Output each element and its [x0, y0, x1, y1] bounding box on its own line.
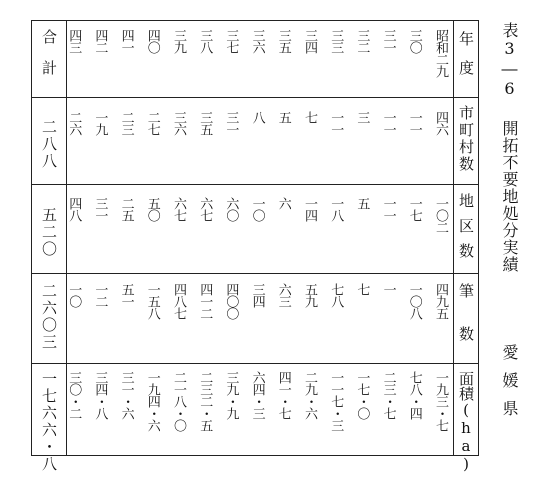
district-cell: 三一	[92, 197, 108, 221]
area-cell: 一九四・六	[144, 371, 160, 431]
parcel-cell: 一五八	[144, 283, 160, 319]
parcel-cell: 四一二	[197, 283, 213, 319]
district-cell: 四八	[66, 197, 82, 221]
city-cell: 四六	[433, 111, 448, 135]
district-cell: 五〇	[144, 197, 160, 221]
district-cell: 六	[275, 197, 291, 209]
city-cell: 七	[302, 111, 317, 123]
parcel-cell: 六三	[275, 283, 291, 307]
district-cell: 二五	[118, 197, 134, 221]
district-cell: 五	[354, 197, 370, 209]
year-cell: 四一	[118, 29, 134, 53]
district-cell: 一四	[302, 197, 317, 221]
year-cell: 三六	[249, 29, 265, 53]
area-cell: 一一七・三	[328, 371, 344, 431]
table-number: 表3―6	[500, 22, 519, 99]
area-cell: 三一・六	[118, 371, 134, 419]
parcel-cell: 五九	[302, 283, 317, 307]
district-cell: 六七	[197, 197, 213, 221]
year-cell: 三七	[223, 29, 239, 53]
city-cell: 三一	[223, 111, 239, 135]
year-cell: 三五	[275, 29, 291, 53]
district-cell: 一八	[328, 197, 344, 221]
area-cell: 二三二・五	[197, 371, 213, 431]
city-cell: 三	[354, 111, 370, 123]
parcel-cell: 四〇〇	[223, 283, 239, 319]
city-cell: 二三	[118, 111, 134, 135]
parcel-cell: 三四	[249, 283, 265, 307]
parcel-cell: 七八	[328, 283, 344, 307]
parcel-cell: 五一	[118, 283, 134, 307]
row-divider	[32, 273, 478, 274]
header-district-count: 地区数	[457, 193, 475, 268]
area-cell: 二一八・〇	[171, 371, 186, 431]
area-cell: 二三・七	[380, 371, 396, 419]
district-cell: 六七	[171, 197, 186, 221]
parcel-cell: 七	[354, 283, 370, 295]
year-cell: 三三	[328, 29, 344, 53]
area-cell: 四一・七	[275, 371, 291, 419]
total-area: 一七六六・八	[40, 371, 58, 473]
row-divider	[32, 363, 478, 364]
city-cell: 二七	[144, 111, 160, 135]
year-cell: 三〇	[406, 29, 422, 53]
table-caption	[494, 22, 528, 462]
disposal-table	[31, 20, 479, 473]
parcel-cell: 一	[380, 283, 396, 295]
total-city: 二八八	[40, 119, 58, 170]
year-cell: 三四	[302, 29, 317, 53]
header-area: 面積(ha)	[457, 371, 475, 473]
parcel-cell: 四九五	[433, 283, 448, 319]
city-cell: 一一	[406, 111, 422, 135]
header-column-divider	[453, 21, 454, 455]
city-cell: 二六	[66, 111, 82, 135]
area-cell: 六四・三	[249, 371, 265, 419]
parcel-cell: 一〇八	[406, 283, 422, 319]
district-cell: 一一	[380, 197, 396, 221]
year-cell: 三八	[197, 29, 213, 53]
year-cell: 昭和二九	[433, 29, 448, 77]
year-cell: 四二	[92, 29, 108, 53]
header-total: 合計	[40, 29, 58, 91]
parcel-cell: 一〇	[66, 283, 82, 307]
city-cell: 五	[275, 111, 291, 123]
area-cell: 三九・九	[223, 371, 239, 419]
area-cell: 一九三・七	[433, 371, 448, 431]
parcel-cell: 一二	[92, 283, 108, 307]
header-city-count: 市町村数	[457, 105, 475, 173]
area-cell: 三〇・二	[66, 371, 82, 419]
header-parcel-count: 筆数	[457, 283, 475, 369]
table-region: 愛媛県	[500, 344, 519, 428]
city-cell: 三六	[171, 111, 186, 135]
district-cell: 六〇	[223, 197, 239, 221]
year-cell: 三一	[380, 29, 396, 53]
city-cell: 八	[249, 111, 265, 123]
parcel-cell: 四八七	[171, 283, 186, 319]
year-cell: 四三	[66, 29, 82, 53]
area-cell: 三四・八	[92, 371, 108, 419]
total-district: 五二〇	[40, 207, 58, 258]
city-cell: 一一	[328, 111, 344, 135]
header-year: 年度	[457, 31, 475, 89]
area-cell: 一七・〇	[354, 371, 370, 419]
row-divider	[32, 97, 478, 98]
area-cell: 二九・六	[302, 371, 317, 419]
year-cell: 三九	[171, 29, 186, 53]
year-cell: 三二	[354, 29, 370, 53]
district-cell: 一〇二	[433, 197, 448, 233]
total-parcel: 二六〇三	[40, 283, 58, 351]
city-cell: 一一	[380, 111, 396, 135]
district-cell: 一〇	[249, 197, 265, 221]
city-cell: 三五	[197, 111, 213, 135]
row-divider	[32, 184, 478, 185]
year-cell: 四〇	[144, 29, 160, 53]
city-cell: 一九	[92, 111, 108, 135]
table-title: 開拓不要地処分実績	[500, 120, 519, 273]
district-cell: 一七	[406, 197, 422, 221]
area-cell: 七八・四	[406, 371, 422, 419]
